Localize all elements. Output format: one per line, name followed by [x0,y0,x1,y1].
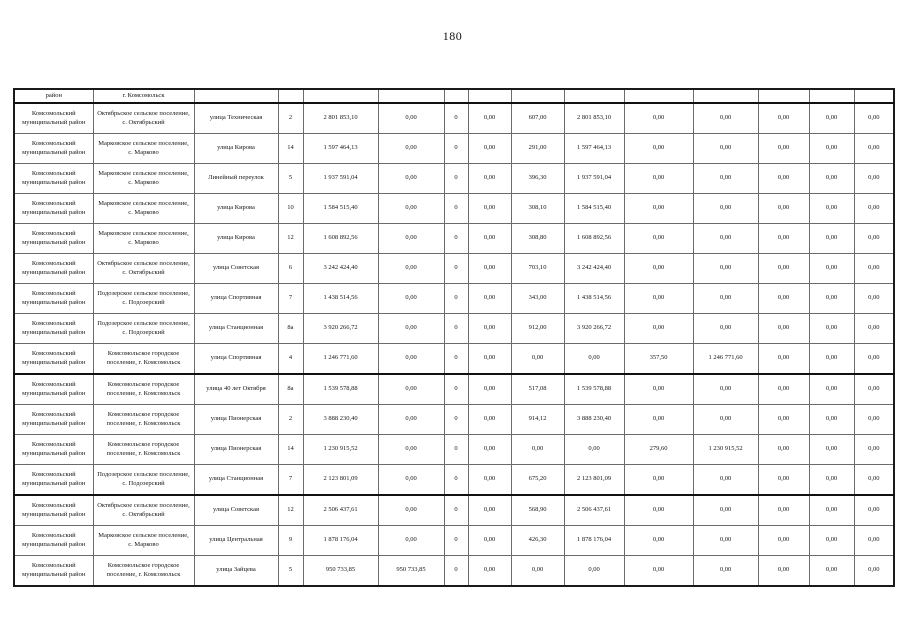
value-cell: 0,00 [693,194,758,224]
value-cell: 1 608 892,56 [564,224,624,254]
district-cell: Комсомольский муниципальный район [14,556,93,587]
value-cell: 0,00 [758,134,809,164]
value-cell: 0,00 [854,495,894,526]
street-cell: улица Центральная [194,526,278,556]
value-cell: 0 [444,314,468,344]
value-cell: 0,00 [854,465,894,496]
value-cell: 0,00 [809,435,854,465]
value-cell: 0,00 [378,134,444,164]
value-cell: 0,00 [693,526,758,556]
value-cell: 0,00 [809,284,854,314]
value-cell: 0,00 [468,284,511,314]
value-cell: 0,00 [809,405,854,435]
value-cell: 0,00 [624,374,693,405]
house-number-cell: 5 [278,556,303,587]
value-cell: 0,00 [758,194,809,224]
street-cell: улица Советская [194,254,278,284]
value-cell: 0,00 [624,526,693,556]
value-cell: 0,00 [511,435,564,465]
house-number-cell: 12 [278,224,303,254]
value-cell: 1 539 578,88 [564,374,624,405]
value-cell: 0,00 [624,495,693,526]
value-cell: 0,00 [809,164,854,194]
value-cell: 0,00 [758,224,809,254]
value-cell: 0,00 [624,314,693,344]
value-cell: 343,00 [511,284,564,314]
value-cell: 0,00 [809,374,854,405]
value-cell: 396,30 [511,164,564,194]
value-cell: 0,00 [758,254,809,284]
value-cell: 0,00 [693,224,758,254]
settlement-cell: Марковское сельское поселение, с. Марково [93,224,194,254]
house-number-cell: 8а [278,374,303,405]
value-cell: 0,00 [758,526,809,556]
district-cell: Комсомольский муниципальный район [14,224,93,254]
value-cell: 0,00 [854,344,894,375]
value-cell: 2 123 801,09 [564,465,624,496]
settlement-cell: Комсомольское городское поселение, г. Комсомольск [93,435,194,465]
value-cell: 1 937 591,04 [564,164,624,194]
value-cell: 0,00 [693,164,758,194]
empty-cell [378,89,444,103]
settlement-cell: Комсомольское городское поселение, г. Комсомольск [93,556,194,587]
value-cell: 0 [444,495,468,526]
value-cell: 1 878 176,04 [564,526,624,556]
value-cell: 0,00 [758,374,809,405]
value-cell: 1 246 771,60 [693,344,758,375]
house-number-cell: 14 [278,134,303,164]
value-cell: 0,00 [378,164,444,194]
value-cell: 0,00 [468,314,511,344]
value-cell: 0 [444,556,468,587]
district-cell: Комсомольский муниципальный район [14,134,93,164]
value-cell: 607,00 [511,103,564,134]
value-cell: 0,00 [809,194,854,224]
empty-cell [444,89,468,103]
street-cell: улица Техническая [194,103,278,134]
table-row [14,405,894,435]
value-cell: 0,00 [854,224,894,254]
district-cell: Комсомольский муниципальный район [14,284,93,314]
table-row [14,526,894,556]
table-row [14,194,894,224]
value-cell: 0,00 [809,224,854,254]
value-cell: 0,00 [378,314,444,344]
value-cell: 3 888 230,40 [303,405,378,435]
empty-cell [624,89,693,103]
value-cell: 0,00 [564,344,624,375]
house-number-cell: 9 [278,526,303,556]
house-number-cell: 12 [278,495,303,526]
value-cell: 0,00 [809,465,854,496]
street-cell: улица Спортивная [194,344,278,375]
value-cell: 0,00 [809,495,854,526]
value-cell: 0,00 [378,344,444,375]
value-cell: 2 123 801,09 [303,465,378,496]
value-cell: 0,00 [693,314,758,344]
value-cell: 357,50 [624,344,693,375]
district-cell: Комсомольский муниципальный район [14,435,93,465]
settlement-cell: Комсомольское городское поселение, г. Комсомольск [93,344,194,375]
value-cell: 0,00 [854,314,894,344]
value-cell: 0,00 [468,254,511,284]
value-cell: 0,00 [624,254,693,284]
value-cell: 1 608 892,56 [303,224,378,254]
value-cell: 0,00 [468,556,511,587]
value-cell: 0 [444,526,468,556]
value-cell: 950 733,85 [303,556,378,587]
settlement-cell: Подозерское сельское поселение, с. Подозерский [93,465,194,496]
street-cell: улица Станционная [194,314,278,344]
value-cell: 0,00 [378,526,444,556]
value-cell: 1 438 514,56 [564,284,624,314]
value-cell: 0,00 [809,314,854,344]
value-cell: 3 920 266,72 [564,314,624,344]
empty-cell [564,89,624,103]
value-cell: 0 [444,134,468,164]
settlement-cell: Марковское сельское поселение, с. Марково [93,164,194,194]
value-cell: 0,00 [378,194,444,224]
value-cell: 0 [444,465,468,496]
value-cell: 675,20 [511,465,564,496]
value-cell: 0 [444,374,468,405]
value-cell: 0,00 [468,465,511,496]
value-cell: 2 801 853,10 [303,103,378,134]
value-cell: 2 506 437,61 [303,495,378,526]
table-row [14,224,894,254]
value-cell: 912,00 [511,314,564,344]
district-cell: Комсомольский муниципальный район [14,526,93,556]
value-cell: 279,60 [624,435,693,465]
value-cell: 3 242 424,40 [564,254,624,284]
value-cell: 0,00 [758,465,809,496]
value-cell: 0,00 [624,284,693,314]
table-row [14,314,894,344]
table-row [14,435,894,465]
settlement-cell: Октябрьское сельское поселение, с. Октябрьский [93,103,194,134]
value-cell: 0,00 [854,374,894,405]
empty-cell [303,89,378,103]
value-cell: 0,00 [854,194,894,224]
value-cell: 0,00 [854,435,894,465]
value-cell: 0,00 [854,134,894,164]
value-cell: 291,00 [511,134,564,164]
value-cell: 0,00 [468,435,511,465]
value-cell: 914,12 [511,405,564,435]
value-cell: 0,00 [468,194,511,224]
value-cell: 0 [444,224,468,254]
street-cell: улица Советская [194,495,278,526]
capital-repair-register-table [13,88,895,587]
value-cell: 2 801 853,10 [564,103,624,134]
district-cell: Комсомольский муниципальный район [14,374,93,405]
settlement-cell: Подозерское сельское поселение, с. Подозерский [93,314,194,344]
value-cell: 0,00 [511,344,564,375]
value-cell: 0,00 [809,134,854,164]
street-cell: улица Пионерская [194,435,278,465]
value-cell: 0,00 [758,284,809,314]
street-cell: улица Кирова [194,194,278,224]
value-cell: 0,00 [809,103,854,134]
value-cell: 0 [444,344,468,375]
value-cell: 0,00 [854,284,894,314]
value-cell: 0,00 [468,224,511,254]
house-number-cell: 5 [278,164,303,194]
table-row [14,374,894,405]
table-row [14,556,894,587]
value-cell: 0,00 [854,556,894,587]
value-cell: 1 230 915,52 [303,435,378,465]
value-cell: 0,00 [468,103,511,134]
value-cell: 0,00 [693,465,758,496]
value-cell: 0,00 [468,405,511,435]
empty-cell [468,89,511,103]
house-number-cell: 6 [278,254,303,284]
settlement-cell: Марковское сельское поселение, с. Марково [93,194,194,224]
empty-cell [194,89,278,103]
value-cell: 0,00 [854,526,894,556]
value-cell: 0,00 [854,164,894,194]
value-cell: 0,00 [468,164,511,194]
value-cell: 0,00 [624,224,693,254]
district-cell: Комсомольский муниципальный район [14,194,93,224]
district-cell: Комсомольский муниципальный район [14,314,93,344]
value-cell: 703,10 [511,254,564,284]
value-cell: 3 920 266,72 [303,314,378,344]
value-cell: 0,00 [511,556,564,587]
value-cell: 0,00 [693,254,758,284]
value-cell: 0,00 [378,103,444,134]
house-number-cell: 2 [278,103,303,134]
value-cell: 0,00 [624,405,693,435]
street-cell: Линейный переулок [194,164,278,194]
value-cell: 0,00 [468,374,511,405]
table-row [14,164,894,194]
settlement-cell: Октябрьское сельское поселение, с. Октябрьский [93,495,194,526]
value-cell: 1 246 771,60 [303,344,378,375]
value-cell: 0,00 [624,556,693,587]
settlement-cell: Подозерское сельское поселение, с. Подозерский [93,284,194,314]
value-cell: 0,00 [468,344,511,375]
value-cell: 0 [444,194,468,224]
empty-cell [511,89,564,103]
value-cell: 3 242 424,40 [303,254,378,284]
value-cell: 517,08 [511,374,564,405]
table-row [14,134,894,164]
value-cell: 0,00 [378,224,444,254]
district-cell: Комсомольский муниципальный район [14,103,93,134]
house-number-cell: 2 [278,405,303,435]
value-cell: 0,00 [758,495,809,526]
value-cell: 0,00 [809,344,854,375]
value-cell: 0,00 [809,556,854,587]
empty-cell [278,89,303,103]
value-cell: 0,00 [378,465,444,496]
table-row [14,465,894,496]
street-cell: улица Спортивная [194,284,278,314]
table-row [14,495,894,526]
street-cell: улица Пионерская [194,405,278,435]
district-cell: Комсомольский муниципальный район [14,344,93,375]
value-cell: 0,00 [378,284,444,314]
district-cell: Комсомольский муниципальный район [14,465,93,496]
value-cell: 0,00 [378,435,444,465]
value-cell: 0,00 [758,164,809,194]
street-cell: улица Станционная [194,465,278,496]
value-cell: 568,90 [511,495,564,526]
house-number-cell: 7 [278,465,303,496]
value-cell: 0,00 [758,103,809,134]
value-cell: 0,00 [693,495,758,526]
empty-cell [809,89,854,103]
district-cell: Комсомольский муниципальный район [14,254,93,284]
table-row [14,284,894,314]
value-cell: 0,00 [854,405,894,435]
value-cell: 0,00 [693,103,758,134]
table-body [14,89,894,586]
value-cell: 0,00 [468,134,511,164]
settlement-cell: Марковское сельское поселение, с. Марково [93,526,194,556]
value-cell: 1 584 515,40 [303,194,378,224]
value-cell: 3 888 230,40 [564,405,624,435]
value-cell: 0,00 [693,374,758,405]
value-cell: 0 [444,284,468,314]
value-cell: 0 [444,405,468,435]
value-cell: 0 [444,435,468,465]
carryover-row [14,89,894,103]
value-cell: 0,00 [693,134,758,164]
value-cell: 0,00 [378,405,444,435]
value-cell: 0,00 [468,495,511,526]
value-cell: 0,00 [378,495,444,526]
value-cell: 1 539 578,88 [303,374,378,405]
value-cell: 2 506 437,61 [564,495,624,526]
house-number-cell: 7 [278,284,303,314]
settlement-cell: Октябрьское сельское поселение, с. Октябрьский [93,254,194,284]
value-cell: 308,80 [511,224,564,254]
table-row [14,254,894,284]
value-cell: 0,00 [564,556,624,587]
house-number-cell: 8а [278,314,303,344]
value-cell: 0,00 [854,103,894,134]
value-cell: 0,00 [624,103,693,134]
house-number-cell: 4 [278,344,303,375]
district-cell: Комсомольский муниципальный район [14,164,93,194]
value-cell: 1 597 464,13 [303,134,378,164]
value-cell: 0,00 [854,254,894,284]
settlement-cell: г. Комсомольск [93,89,194,103]
table-row [14,344,894,375]
district-cell: Комсомольский муниципальный район [14,405,93,435]
value-cell: 0,00 [758,556,809,587]
value-cell: 1 878 176,04 [303,526,378,556]
district-cell: Комсомольский муниципальный район [14,495,93,526]
value-cell: 0 [444,254,468,284]
value-cell: 1 597 464,13 [564,134,624,164]
empty-cell [693,89,758,103]
value-cell: 1 438 514,56 [303,284,378,314]
value-cell: 0,00 [693,405,758,435]
value-cell: 0,00 [378,374,444,405]
value-cell: 950 733,85 [378,556,444,587]
value-cell: 0,00 [758,435,809,465]
value-cell: 0,00 [758,405,809,435]
value-cell: 0 [444,103,468,134]
value-cell: 0,00 [809,254,854,284]
street-cell: улица 40 лет Октября [194,374,278,405]
settlement-cell: Комсомольское городское поселение, г. Комсомольск [93,374,194,405]
value-cell: 1 584 515,40 [564,194,624,224]
value-cell: 426,30 [511,526,564,556]
value-cell: 0,00 [378,254,444,284]
value-cell: 0,00 [564,435,624,465]
value-cell: 0,00 [624,194,693,224]
value-cell: 1 230 915,52 [693,435,758,465]
value-cell: 0,00 [624,164,693,194]
value-cell: 0 [444,164,468,194]
house-number-cell: 14 [278,435,303,465]
value-cell: 308,10 [511,194,564,224]
house-number-cell: 10 [278,194,303,224]
value-cell: 0,00 [693,284,758,314]
value-cell: 0,00 [468,526,511,556]
value-cell: 0,00 [758,344,809,375]
district-cell: район [14,89,93,103]
settlement-cell: Марковское сельское поселение, с. Марково [93,134,194,164]
street-cell: улица Зайцева [194,556,278,587]
page-number: 180 [442,29,463,43]
value-cell: 0,00 [809,526,854,556]
empty-cell [854,89,894,103]
value-cell: 0,00 [624,465,693,496]
street-cell: улица Кирова [194,134,278,164]
value-cell: 0,00 [758,314,809,344]
table-row [14,103,894,134]
settlement-cell: Комсомольское городское поселение, г. Комсомольск [93,405,194,435]
value-cell: 0,00 [624,134,693,164]
street-cell: улица Кирова [194,224,278,254]
empty-cell [758,89,809,103]
value-cell: 1 937 591,04 [303,164,378,194]
value-cell: 0,00 [693,556,758,587]
